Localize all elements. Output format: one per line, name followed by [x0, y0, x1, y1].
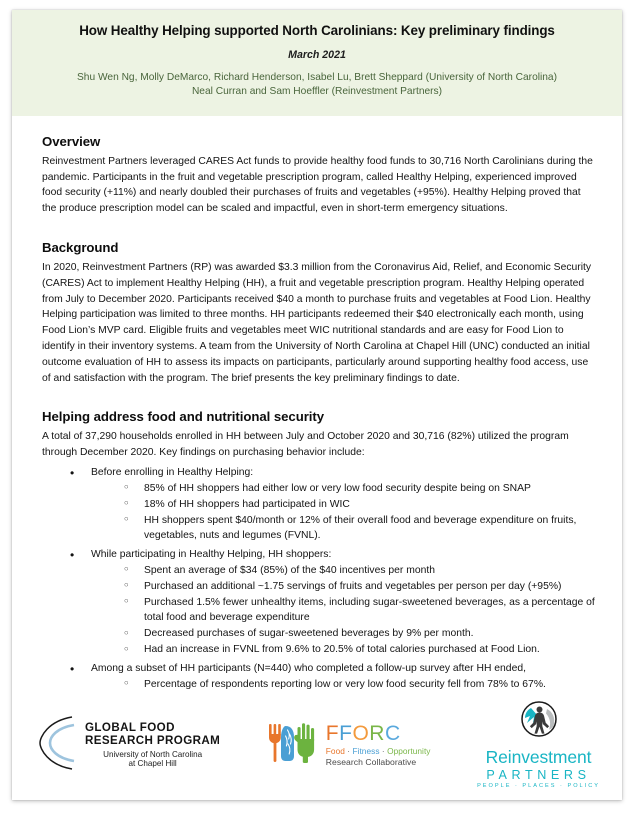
reinvestment-wordmark: Reinvestment: [485, 747, 592, 768]
paper-sheet: [12, 10, 622, 800]
fforc-tagline-2: Research Collaborative: [325, 757, 417, 767]
list-item: ○ 85% of HH shoppers had either low or very low food security despite being on SNAP: [124, 481, 596, 497]
document-body: [12, 116, 622, 693]
bullet-text: • While participating in Healthy Helping, HH shoppers:: [91, 549, 331, 560]
document-header: [12, 10, 622, 116]
list-item: ○ HH shoppers spent $40/month or 12% of their overall food and beverage expenditure on fruits, vegetables, nuts and legumes (FVNL).: [124, 513, 596, 545]
fforc-word: FFORC: [325, 722, 401, 745]
list-item: ○ Purchased 1.5% fewer unhealthy items, including sugar-sweetened beverages, as a percentage of total food and beverage expenditure: [124, 595, 596, 627]
fforc-wordmark: [326, 723, 431, 767]
gfrp-logo: [38, 713, 220, 778]
heading-overview: Overview: [42, 133, 101, 149]
fforc-logo: [267, 720, 431, 771]
page-title: How Healthy Helping supported North Carolinians: Key preliminary findings: [79, 23, 555, 38]
list-item: [68, 547, 596, 658]
findings-sublist: [91, 677, 596, 693]
list-item: ○ Decreased purchases of sugar-sweetened beverages by 9% per month.: [124, 626, 596, 642]
gfrp-wordmark: [85, 721, 220, 769]
gfrp-arc-icon: [38, 713, 80, 778]
findings-sublist: [91, 563, 596, 658]
footer-logos: [12, 700, 622, 790]
paragraph-overview: Reinvestment Partners leveraged CARES Act funds to provide healthy food funds to 30,716 North Carolinians during the pandemic. Participants in the fruit and vegetable prescription program, called Healthy Helping, experienced improved food security (+11%) and nearly doubled their purchases of fruits and vegetables (+95%). Healthy Helping proved that the produce prescription model can be scaled and impactful, even in short-term emergency situations.: [42, 155, 593, 215]
partners-wordmark: PARTNERS: [486, 767, 591, 782]
heading-background: Background: [42, 239, 119, 255]
gfrp-sub-1: University of North Carolina: [103, 749, 203, 759]
authors-line-1: Shu Wen Ng, Molly DeMarco, Richard Henderson, Isabel Lu, Brett Sheppard (University of North Carolina): [77, 71, 557, 83]
reinvestment-tagline: PEOPLE · PLACES · POLICY: [477, 783, 600, 790]
fforc-tagline-1: Food · Fitness · Opportunity: [325, 746, 431, 756]
section-findings: [42, 409, 596, 692]
list-item: ○ Spent an average of $34 (85%) of the $40 incentives per month: [124, 563, 596, 579]
bullet-text: • Before enrolling in Healthy Helping:: [91, 467, 253, 478]
paragraph-background: In 2020, Reinvestment Partners (RP) was awarded $3.3 million from the Coronavirus Aid, Relief, and Economic Security (CARES) Act to implement Healthy Helping (HH), a fruit and vegetable prescription program. Healthy Helping operated from July to December 2020. Participants received $40 a month to purchase fruits and vegetables at Food Lion. Healthy Helping participation was limited to three months. HH participants redeemed their $40 electronically each month, using Food Lion’s MVP card. Eligible fruits and vegetables meet WIC nutritional standards and are easy for Food Lion to identify in their inventory systems. A team from the University of North Carolina at Chapel Hill (UNC) conducted an initial outcome evaluation of HH to assess its impacts on participants, particularly around supporting healthy food access, use of and satisfaction with the program. The brief presents the key preliminary findings to date.: [42, 261, 592, 384]
list-item: ○ Percentage of respondents reporting low or very low food security fell from 78% to 67%.: [124, 677, 596, 693]
publication-date: March 2021: [288, 48, 346, 61]
bullet-text: • Among a subset of HH participants (N=440) who completed a follow-up survey after HH ended,: [91, 663, 526, 674]
gfrp-line-1: GLOBAL FOOD: [85, 721, 175, 735]
heading-findings: Helping address food and nutritional security: [42, 409, 325, 425]
list-item: ○ 18% of HH shoppers had participated in WIC: [124, 497, 596, 513]
reinvestment-partners-logo: [477, 700, 600, 790]
person-circle-icon: [517, 700, 561, 747]
authors-line-2: Neal Curran and Sam Hoeffler (Reinvestment Partners): [191, 86, 443, 98]
findings-sublist: [91, 481, 596, 544]
list-item: [68, 661, 596, 693]
section-overview: [42, 134, 596, 217]
gfrp-sub-2: at Chapel Hill: [128, 759, 177, 769]
list-item: ○ Purchased an additional ~1.75 servings of fruits and vegetables per person per day (+95%): [124, 579, 596, 595]
paragraph-findings: A total of 37,290 households enrolled in HH between July and October 2020 and 30,716 (82%) utilized the program through December 2020. Key findings on purchasing behavior include:: [42, 431, 569, 459]
section-background: [42, 240, 596, 387]
fork-shoe-hand-icon: [267, 720, 319, 771]
list-item: ○ Had an increase in FVNL from 9.6% to 20.5% of total calories purchased at Food Lion.: [124, 642, 596, 658]
gfrp-line-2: RESEARCH PROGRAM: [85, 734, 221, 748]
list-item: [68, 465, 596, 544]
findings-bullet-list: [42, 465, 596, 692]
